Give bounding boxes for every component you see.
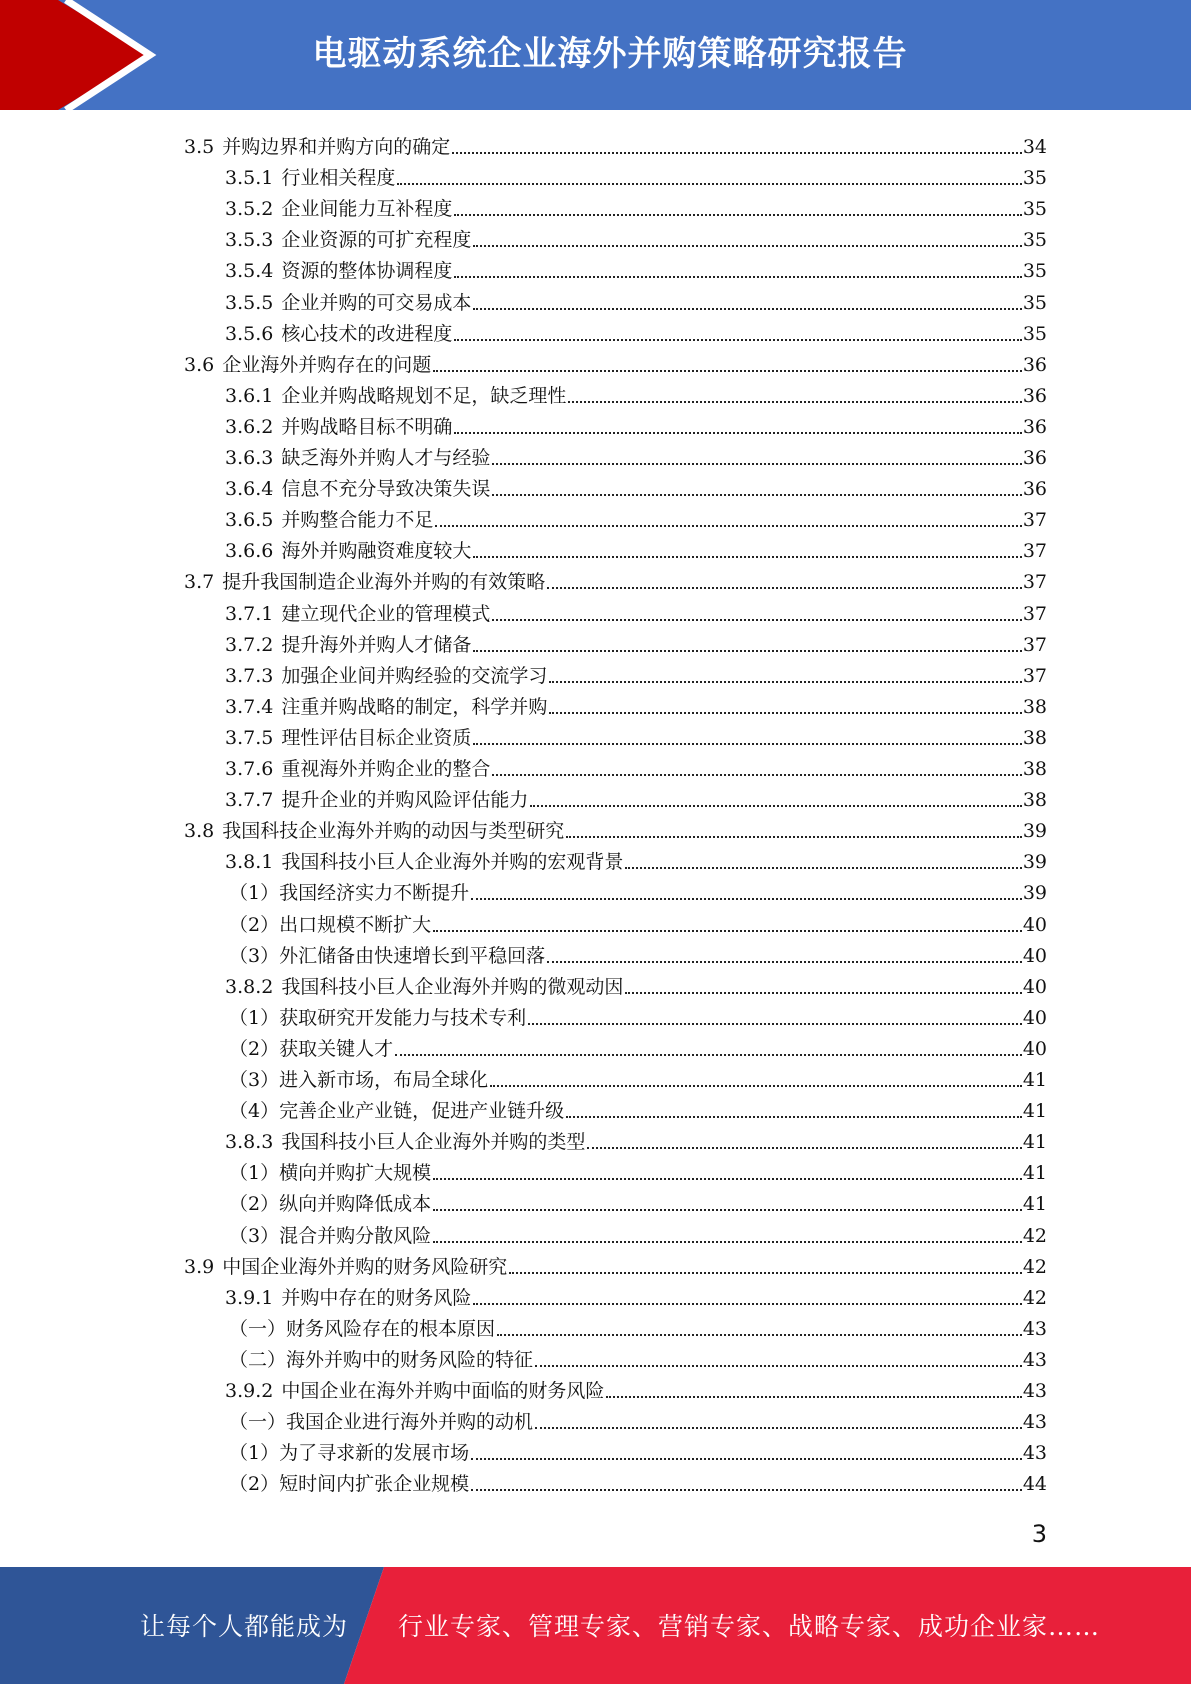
toc-entry-page: 40: [1022, 944, 1047, 967]
toc-entry-number: （2）: [229, 913, 280, 936]
toc-entry-page: 43: [1022, 1380, 1047, 1402]
toc-entry-number: 3.8.2: [225, 975, 274, 998]
toc-entry[interactable]: [225, 284, 1047, 315]
toc-entry-page: 41: [1022, 1100, 1047, 1123]
toc-entry-title: 我国科技小巨人企业海外并购的宏观背景: [281, 851, 624, 874]
toc-entry-page: 43: [1022, 1442, 1047, 1465]
toc-entry-title: 建立现代企业的管理模式: [281, 602, 491, 625]
dot-leader: [397, 183, 1021, 185]
toc-entry-title: 海外并购中的财务风险的特征: [286, 1348, 534, 1371]
toc-entry-page: 38: [1022, 726, 1047, 749]
toc-entry-title: 获取研究开发能力与技术专利: [279, 1006, 527, 1029]
toc-entry-page: 38: [1022, 695, 1047, 718]
dot-leader: [492, 774, 1021, 776]
dot-leader: [473, 245, 1021, 247]
dot-leader: [433, 370, 1022, 372]
dot-leader: [433, 930, 1022, 932]
toc-entry-number: （1）: [229, 1162, 280, 1185]
toc-entry[interactable]: [225, 595, 1047, 626]
toc-entry-number: 3.7.6: [225, 758, 274, 780]
toc-entry-page: 34: [1022, 136, 1047, 158]
toc-entry-number: 3.6.6: [225, 540, 274, 563]
dot-leader: [473, 556, 1021, 558]
toc-entry-title: 我国企业进行海外并购的动机: [286, 1411, 534, 1434]
toc-entry-number: （二）: [229, 1348, 287, 1371]
toc-entry[interactable]: [184, 812, 1047, 843]
toc-entry-title: 企业海外并购存在的问题: [222, 353, 432, 376]
toc-entry-page: 43: [1022, 1317, 1047, 1340]
toc-entry[interactable]: [229, 874, 1047, 905]
toc-entry-page: 42: [1022, 1224, 1047, 1247]
toc-entry[interactable]: [225, 408, 1047, 439]
dot-leader: [509, 1272, 1022, 1274]
toc-entry-title: 提升我国制造企业海外并购的有效策略: [222, 571, 546, 594]
page-number: 3: [1031, 1520, 1047, 1548]
toc-entry[interactable]: [229, 1217, 1047, 1248]
dot-leader: [528, 1023, 1022, 1025]
dot-leader: [473, 308, 1021, 310]
toc-entry-number: （2）: [229, 1193, 280, 1216]
dot-leader: [454, 339, 1021, 341]
toc-entry-title: 我国科技小巨人企业海外并购的类型: [281, 1131, 586, 1154]
toc-entry[interactable]: [229, 999, 1047, 1030]
toc-entry-number: （2）: [229, 1473, 280, 1496]
dot-leader: [454, 276, 1021, 278]
toc-entry-page: 40: [1022, 913, 1047, 936]
toc-entry[interactable]: [225, 1279, 1047, 1310]
toc-entry[interactable]: [225, 470, 1047, 501]
toc-entry-title: 海外并购融资难度较大: [281, 540, 472, 563]
dot-leader: [473, 1303, 1021, 1305]
toc-entry-page: 39: [1022, 851, 1047, 874]
toc-entry-number: （1）: [229, 1006, 280, 1029]
dot-leader: [549, 712, 1021, 714]
toc-entry-number: （3）: [229, 1224, 280, 1247]
toc-entry-page: 41: [1022, 1069, 1047, 1091]
dot-leader: [454, 214, 1021, 216]
toc-entry-page: 36: [1022, 447, 1047, 469]
toc-entry-title: 纵向并购降低成本: [279, 1193, 432, 1216]
toc-entry-title: 提升海外并购人才储备: [281, 633, 472, 656]
toc-entry-page: 40: [1022, 1037, 1047, 1060]
toc-entry[interactable]: [225, 532, 1047, 563]
toc-entry-title: 中国企业在海外并购中面临的财务风险: [281, 1380, 605, 1402]
toc-entry[interactable]: [225, 315, 1047, 346]
toc-entry-page: 41: [1022, 1193, 1047, 1216]
toc-entry-title: 我国科技小巨人企业海外并购的微观动因: [281, 975, 624, 998]
toc-entry-title: 并购整合能力不足: [281, 509, 434, 532]
toc-entry-page: 35: [1022, 229, 1047, 252]
toc-entry-title: 行业相关程度: [281, 167, 396, 190]
toc-entry-title: 外汇储备由快速增长到平稳回落: [279, 944, 546, 967]
toc-entry-page: 35: [1022, 291, 1047, 314]
toc-entry[interactable]: [229, 1030, 1047, 1061]
toc-entry-title: 加强企业间并购经验的交流学习: [281, 664, 548, 687]
toc-entry-number: 3.5.1: [225, 167, 274, 190]
footer-band: [0, 1567, 1191, 1684]
toc-entry-number: （一）: [229, 1411, 287, 1434]
toc-entry-number: 3.8: [184, 820, 215, 843]
red-chevron-icon: [0, 0, 160, 110]
toc-entry-title: 横向并购扩大规模: [279, 1162, 432, 1185]
dot-leader: [454, 432, 1021, 434]
toc-entry-number: 3.5.3: [225, 229, 274, 252]
toc-entry-title: 财务风险存在的根本原因: [286, 1317, 496, 1340]
toc-entry-page: 35: [1022, 260, 1047, 283]
toc-entry-page: 35: [1022, 322, 1047, 345]
toc-entry-title: 重视海外并购企业的整合: [281, 758, 491, 780]
toc-entry-title: 企业资源的可扩充程度: [281, 229, 472, 252]
toc-entry-page: 37: [1022, 633, 1047, 656]
toc-entry[interactable]: [225, 221, 1047, 252]
toc-entry-title: 混合并购分散风险: [279, 1224, 432, 1247]
dot-leader: [492, 463, 1021, 465]
toc-entry-page: 35: [1022, 167, 1047, 190]
toc-entry-title: 中国企业海外并购的财务风险研究: [222, 1255, 508, 1278]
toc-entry[interactable]: [229, 906, 1047, 937]
toc-entry-number: 3.9.2: [225, 1380, 274, 1402]
toc-entry-page: 41: [1022, 1162, 1047, 1185]
toc-entry-title: 核心技术的改进程度: [281, 322, 453, 345]
toc-entry-title: 进入新市场，布局全球化: [279, 1069, 489, 1091]
toc-entry[interactable]: [229, 1185, 1047, 1216]
toc-entry-page: 42: [1022, 1286, 1047, 1309]
toc-entry-title: 并购边界和并购方向的确定: [222, 136, 451, 158]
toc-entry-page: 43: [1022, 1411, 1047, 1434]
toc-entry-page: 36: [1022, 353, 1047, 376]
toc-entry[interactable]: [184, 563, 1047, 594]
toc-entry[interactable]: [229, 1465, 1047, 1496]
toc-entry-number: （一）: [229, 1317, 287, 1340]
dot-leader: [535, 1365, 1022, 1367]
toc-entry[interactable]: [229, 1434, 1047, 1465]
toc-entry-number: 3.7.5: [225, 726, 274, 749]
toc-entry[interactable]: [225, 750, 1047, 781]
toc-entry-number: 3.7.4: [225, 695, 274, 718]
toc-entry-title: 获取关键人才: [279, 1037, 394, 1060]
toc-entry-number: 3.7.3: [225, 664, 274, 687]
toc-entry-title: 我国科技企业海外并购的动因与类型研究: [222, 820, 565, 843]
footer-slogan-left: 让每个人都能成为: [140, 1612, 349, 1641]
dot-leader: [433, 1209, 1022, 1211]
toc-entry-title: 提升企业的并购风险评估能力: [281, 789, 529, 812]
toc-entry-page: 40: [1022, 1006, 1047, 1029]
dot-leader: [433, 1178, 1022, 1180]
toc-entry-title: 并购中存在的财务风险: [281, 1286, 472, 1309]
toc-entry-page: 44: [1022, 1473, 1047, 1496]
toc-entry-number: 3.5.2: [225, 198, 274, 221]
toc-entry-number: （4）: [229, 1100, 280, 1123]
dot-leader: [471, 1458, 1022, 1460]
dot-leader: [473, 650, 1021, 652]
toc-entry[interactable]: [229, 1341, 1047, 1372]
toc-entry[interactable]: [225, 377, 1047, 408]
toc-entry-page: 37: [1022, 664, 1047, 687]
toc-entry-page: 39: [1022, 882, 1047, 905]
dot-leader: [492, 494, 1021, 496]
toc-entry-number: 3.8.1: [225, 851, 274, 874]
toc-entry-number: （1）: [229, 882, 280, 905]
toc-entry-number: （3）: [229, 1069, 280, 1091]
toc-entry[interactable]: [184, 1248, 1047, 1279]
toc-entry-page: 42: [1022, 1255, 1047, 1278]
toc-entry-title: 我国经济实力不断提升: [279, 882, 470, 905]
dot-leader: [395, 1054, 1022, 1056]
dot-leader: [473, 743, 1021, 745]
toc-entry-page: 40: [1022, 975, 1047, 998]
toc-entry-page: 35: [1022, 198, 1047, 221]
dot-leader: [625, 867, 1021, 869]
toc-entry-number: （2）: [229, 1037, 280, 1060]
toc-entry[interactable]: [229, 1092, 1047, 1123]
dot-leader: [549, 681, 1021, 683]
toc-entry-number: 3.5.5: [225, 291, 274, 314]
toc-entry-page: 37: [1022, 571, 1047, 594]
dot-leader: [547, 961, 1022, 963]
toc-entry-page: 37: [1022, 540, 1047, 563]
toc-entry[interactable]: [225, 439, 1047, 470]
toc-entry-page: 36: [1022, 478, 1047, 501]
toc-entry-page: 39: [1022, 820, 1047, 843]
toc-entry[interactable]: [225, 781, 1047, 812]
toc-entry-page: 36: [1022, 384, 1047, 407]
toc-entry[interactable]: [225, 1123, 1047, 1154]
dot-leader: [452, 152, 1022, 154]
toc-entry-title: 信息不充分导致决策失误: [281, 478, 491, 501]
toc-entry-number: （3）: [229, 944, 280, 967]
toc-entry-title: 出口规模不断扩大: [279, 913, 432, 936]
dot-leader: [566, 1116, 1022, 1118]
toc-entry-title: 完善企业产业链，促进产业链升级: [279, 1100, 565, 1123]
toc-entry[interactable]: [225, 501, 1047, 532]
dot-leader: [471, 898, 1022, 900]
toc-entry-page: 38: [1022, 758, 1047, 780]
toc-entry-number: 3.7.1: [225, 602, 274, 625]
toc-entry[interactable]: [225, 968, 1047, 999]
toc-entry-number: 3.9.1: [225, 1286, 274, 1309]
toc-entry-number: 3.8.3: [225, 1131, 274, 1154]
toc-entry[interactable]: [184, 128, 1047, 159]
dot-leader: [433, 1241, 1022, 1243]
footer-slogan-right: 行业专家、管理专家、营销专家、战略专家、成功企业家……: [398, 1612, 1101, 1641]
toc-entry[interactable]: [225, 1372, 1047, 1403]
toc-entry-number: 3.6.5: [225, 509, 274, 532]
toc-entry-page: 41: [1022, 1131, 1047, 1154]
dot-leader: [497, 1334, 1022, 1336]
toc-entry-title: 注重并购战略的制定，科学并购: [281, 695, 548, 718]
toc-entry-number: 3.5.4: [225, 260, 274, 283]
toc-entry-title: 缺乏海外并购人才与经验: [281, 447, 491, 469]
toc-entry-number: 3.6.4: [225, 478, 274, 501]
toc-entry[interactable]: [225, 252, 1047, 283]
toc-entry[interactable]: [229, 1061, 1047, 1092]
toc-entry-number: 3.6.2: [225, 415, 274, 438]
toc-entry-number: 3.7.7: [225, 789, 274, 812]
dot-leader: [566, 836, 1022, 838]
toc-entry[interactable]: [184, 346, 1047, 377]
toc-entry[interactable]: [229, 937, 1047, 968]
toc-entry[interactable]: [229, 1403, 1047, 1434]
toc-entry-number: 3.7: [184, 571, 215, 594]
toc-entry-number: 3.9: [184, 1255, 215, 1278]
dot-leader: [625, 992, 1021, 994]
toc-entry-title: 短时间内扩张企业规模: [279, 1473, 470, 1496]
toc-entry-title: 理性评估目标企业资质: [281, 726, 472, 749]
toc-entry[interactable]: [225, 190, 1047, 221]
toc-entry-number: 3.5.6: [225, 322, 274, 345]
toc-entry-title: 为了寻求新的发展市场: [279, 1442, 470, 1465]
toc-entry-title: 并购战略目标不明确: [281, 415, 453, 438]
header-band: [0, 0, 1191, 110]
toc-entry[interactable]: [229, 1310, 1047, 1341]
toc-entry-title: 资源的整体协调程度: [281, 260, 453, 283]
dot-leader: [471, 1489, 1022, 1491]
report-title: 电驱动系统企业海外并购策略研究报告: [312, 34, 908, 74]
dot-leader: [535, 1427, 1022, 1429]
toc-entry[interactable]: [225, 159, 1047, 190]
toc-entry-page: 37: [1022, 602, 1047, 625]
toc-entry-page: 38: [1022, 789, 1047, 812]
toc-entry-page: 37: [1022, 509, 1047, 532]
toc-entry-number: 3.5: [184, 136, 215, 158]
dot-leader: [547, 587, 1022, 589]
dot-leader: [492, 619, 1021, 621]
toc-entry[interactable]: [225, 688, 1047, 719]
toc-entry-number: 3.7.2: [225, 633, 274, 656]
toc-entry[interactable]: [229, 1154, 1047, 1185]
toc-entry-number: 3.6: [184, 353, 215, 376]
toc-entry[interactable]: [225, 657, 1047, 688]
toc-entry-title: 企业并购战略规划不足，缺乏理性: [281, 384, 567, 407]
toc-entry[interactable]: [225, 843, 1047, 874]
dot-leader: [587, 1147, 1021, 1149]
dot-leader: [606, 1396, 1021, 1398]
toc-entry-page: 36: [1022, 415, 1047, 438]
toc-entry-number: （1）: [229, 1442, 280, 1465]
dot-leader: [568, 401, 1021, 403]
toc-entry-title: 企业间能力互补程度: [281, 198, 453, 221]
toc-entry-number: 3.6.1: [225, 384, 274, 407]
dot-leader: [435, 525, 1021, 527]
toc-entry[interactable]: [225, 626, 1047, 657]
toc-entry[interactable]: [225, 719, 1047, 750]
toc-entry-title: 企业并购的可交易成本: [281, 291, 472, 314]
dot-leader: [490, 1085, 1022, 1087]
toc-entry-page: 43: [1022, 1348, 1047, 1371]
dot-leader: [530, 805, 1021, 807]
toc-entry-number: 3.6.3: [225, 447, 274, 469]
